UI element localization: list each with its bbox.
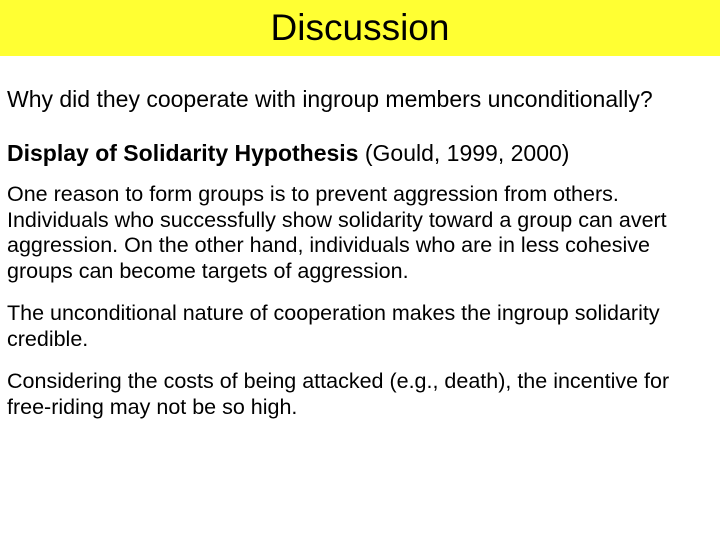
title-bar [0,0,720,56]
paragraph-aggression: One reason to form groups is to prevent aggression from others. Individuals who successfully show solidarity toward a group can avert aggression. On the other hand, individuals who are in less cohesive groups can become targets of aggression. [7,182,667,283]
slide-body [7,84,715,420]
question-text: Why did they cooperate with ingroup members unconditionally? [7,86,653,112]
slide-title: Discussion [270,6,450,48]
paragraph-free-riding: Considering the costs of being attacked (e.g., death), the incentive for free-riding may not be so high. [7,369,670,419]
hypothesis-heading [7,138,715,168]
hypothesis-citation: (Gould, 1999, 2000) [364,140,570,166]
paragraph-credibility: The unconditional nature of cooperation makes the ingroup solidarity credible. [7,301,660,351]
hypothesis-name: Display of Solidarity Hypothesis [7,140,359,166]
